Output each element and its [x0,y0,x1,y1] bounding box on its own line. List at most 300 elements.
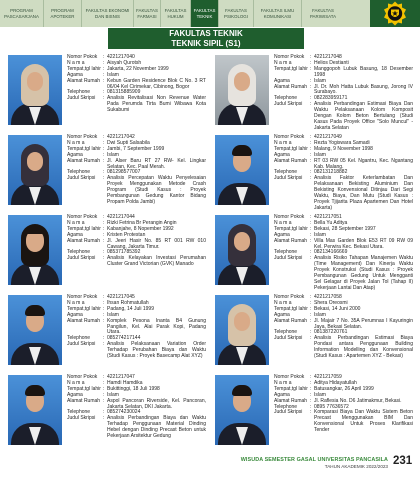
field-value-npm: 4221217048 [314,54,342,60]
field-label-npm: Nomor Pokok [274,294,305,300]
field-value-name: Bella Yu Aditya [314,219,348,226]
field-label-name: N a m a [67,139,85,146]
student-info [274,215,413,292]
field-separator: : [103,89,105,96]
field-value-address: Komplek Pesona Inanta B4 Gunung Pangilun, Kel. Alai Parak Kopi, Padang Utara. [107,317,206,336]
field-label-birth: Tempat,tgl lahir [67,305,101,312]
field-label-address: Alamat Rumah [67,317,101,324]
field-label-address: Alamat Rumah [274,237,308,244]
tab-label: FAKULTAS [164,8,187,14]
tab-fakultas-farmasi[interactable] [134,0,161,27]
field-value-phone: 082131218882 [314,169,348,176]
student-card [0,53,210,133]
faculty-title: FAKULTAS TEKNIK [169,29,243,38]
field-separator: : [103,409,105,416]
field-label-birth: Tempat,tgl lahir [67,65,101,72]
field-separator: : [310,95,312,102]
field-value-thesis: Analisis Faktor Keterlambatan Dan Pelaksanaan Bekisting Aluminium Dan Bekisting Konvensional Ditinjau Dari Segi Waktu, Biaya, Dan Mutu (Studi Kasus : Proyek Tjijarita Plaza Apartemen Dan Hotel Jakarta) [314,175,413,211]
field-birth [274,67,413,79]
field-value-name: Aisyah Qurotsh [107,59,142,66]
field-label-name: N a m a [67,299,85,306]
field-value-thesis: Analisis Risiko Tahapan Manajemen Waktu (Time Management) Dan Kinerja Waktu Proyek Konstruksi (Studi Kasus : Proyek Pembangunan Gedung Untuk Mengganti Sel Gelagar di Proyek Jalan Tol (Tahap II) Pekerjaan Lantai Dan Atap) [314,255,413,291]
student-photo [215,135,269,205]
student-photo [215,295,269,365]
student-info [274,135,413,212]
tab-label: PROGRAM [51,8,74,14]
field-separator: : [103,71,105,78]
field-label-name: N a m a [67,59,85,66]
field-value-phone: 0895 77636572 [314,403,349,410]
field-value-religion: Islam [107,311,119,318]
field-thesis [67,342,206,360]
field-separator: : [103,54,105,60]
field-separator: : [103,134,105,140]
tab-fakultas-hukum[interactable] [161,0,191,27]
tab-label: APOTEKER [50,13,75,19]
field-separator: : [310,169,312,176]
field-label-address: Alamat Rumah [274,397,308,404]
field-thesis [274,102,413,132]
field-value-religion: Islam [314,151,326,158]
field-label-birth: Tempat,tgl lahir [274,305,308,312]
field-separator: : [103,305,105,312]
field-label-birth: Tempat,tgl lahir [67,225,101,232]
tab-fakultas-psikologi[interactable] [219,0,254,27]
photo-silhouette-part [25,305,45,316]
field-label-thesis: Judul Skripsi [67,175,96,182]
field-label-name: N a m a [67,219,85,226]
student-card [0,293,210,373]
field-label-address: Alamat Rumah [274,157,308,164]
field-label-npm: Nomor Pokok [67,134,98,140]
field-separator: : [103,157,105,164]
field-label-name: N a m a [274,379,292,386]
field-separator: : [103,231,105,238]
tab-label: FARMASI [137,13,157,19]
field-label-birth: Tempat,tgl lahir [274,225,308,232]
tab-fakultas-pariwisata[interactable] [302,0,344,27]
field-label-phone: Telephone [67,89,91,96]
field-value-birth: Bekasi, 28 September 1997 [314,225,376,232]
field-label-address: Alamat Rumah [67,397,101,404]
field-value-religion: Kristen Protestan [107,231,146,238]
field-label-address: Alamat Rumah [274,83,308,90]
student-photo [8,295,62,365]
field-separator: : [103,219,105,226]
student-card [0,213,210,293]
field-value-phone: 082283959171 [314,95,348,102]
field-separator: : [310,214,312,220]
field-label-thesis: Judul Skripsi [274,335,303,342]
field-separator: : [103,299,105,306]
field-value-birth: Malang, 9 November 1998 [314,145,373,152]
field-label-name: N a m a [274,139,292,146]
field-label-birth: Tempat,tgl lahir [274,145,308,152]
field-thesis [67,176,206,206]
field-label-birth: Tempat,tgl lahir [67,385,101,392]
field-label-phone: Telephone [274,169,298,176]
footer-event-title: WISUDA SEMESTER GASAL UNIVERSITAS PANCASILA [240,457,388,463]
field-separator: : [103,139,105,146]
field-value-thesis: Analisis Perbandingan Biaya dan Waktu Terhadap Penggunaan Material Dinding Hebel dengan Dinding Precast Beton untuk Pekerjaan Arsitektur Gedung [107,415,206,440]
student-card [0,133,210,213]
field-value-thesis: Komparasi Biaya Dan Waktu Sistem Beton Precast Menggunakan BIM Dan Konvensional Untuk Proses Klarifikasi Tender [314,409,413,434]
field-label-address: Alamat Rumah [67,157,101,164]
field-value-religion: Islam [314,311,326,318]
university-logo [370,0,420,27]
field-label-religion: Agama [67,151,83,158]
field-label-name: N a m a [274,59,292,66]
student-photo [215,55,269,125]
field-value-address: Jl. Alser Baru RT 27 RW- Kel. Lingkar Selatan, Kec. Paal Merah. [107,157,206,170]
field-value-phone: 081315885909 [107,89,141,96]
field-value-thesis: Analisis Percepatan Waktu Penyelesaian Proyek Menggunakan Metode Crash Program (Studi Kasus : Proyek Pembangunan Gedung Kantor Bidang Propam Polda Jambi) [107,175,206,205]
field-label-religion: Agama [67,71,83,78]
field-value-birth: Manggopoh Lubuk Basung, 18 Desember 1998 [314,65,413,78]
field-thesis [274,336,413,360]
tab-label: FAKULTAS [312,8,334,14]
student-photo [8,135,62,205]
field-separator: : [310,374,312,380]
photo-silhouette-part [232,145,252,156]
student-grid [0,53,420,453]
field-value-address: Jl. Majair 7 No. 35A Perumnas I Kayuringin Jaya, Bekasi Selatan. [314,317,413,330]
field-separator: : [103,335,105,342]
field-separator: : [310,329,312,336]
field-value-npm: 4221217059 [314,374,342,380]
photo-silhouette-part [25,385,45,396]
field-label-religion: Agama [274,391,290,398]
field-separator: : [103,255,105,262]
field-separator: : [310,379,312,386]
field-thesis [274,256,413,291]
field-separator: : [103,77,105,84]
field-label-address: Alamat Rumah [67,77,101,84]
field-value-name: Shera Oreosmi [314,299,348,306]
field-value-npm: 4221217044 [107,214,135,220]
field-value-npm: 4221217047 [107,374,135,380]
field-label-thesis: Judul Skripsi [274,409,303,416]
field-separator: : [310,134,312,140]
field-separator: : [310,157,312,164]
field-thesis [274,176,413,211]
field-value-birth: Jakarta, 22 November 1999 [107,65,169,72]
student-card [207,213,417,293]
field-separator: : [310,299,312,306]
field-separator: : [103,341,105,348]
field-separator: : [310,311,312,318]
tab-label: FAKULTAS [136,8,158,14]
field-separator: : [103,237,105,244]
photo-silhouette-part [26,226,44,234]
student-photo [8,55,62,125]
field-label-npm: Nomor Pokok [67,54,98,60]
field-label-religion: Agama [274,77,290,84]
photo-silhouette-part [234,232,250,251]
student-photo [215,215,269,285]
field-value-npm: 4221217040 [107,54,135,60]
field-label-name: N a m a [274,299,292,306]
tab-program-apoteker[interactable] [44,0,82,27]
footer-academic-year: TAHUN AKADEMIK 2022/2023 [324,464,388,469]
field-label-birth: Tempat,tgl lahir [274,385,308,392]
field-separator: : [310,83,312,90]
field-separator: : [310,305,312,312]
field-value-phone: 085371785392 [107,249,141,256]
field-value-birth: Bukittinggi, 18 Juli 1998 [107,385,160,392]
field-value-npm: 4221217049 [314,134,342,140]
field-separator: : [103,65,105,72]
photo-silhouette-part [232,385,252,396]
field-label-address: Alamat Rumah [274,317,308,324]
field-label-npm: Nomor Pokok [274,54,305,60]
field-separator: : [310,255,312,262]
university-emblem-icon [370,0,420,27]
field-label-religion: Agama [67,231,83,238]
field-label-phone: Telephone [67,409,91,416]
field-label-npm: Nomor Pokok [67,214,98,220]
field-label-phone: Telephone [67,335,91,342]
field-separator: : [103,397,105,404]
field-label-npm: Nomor Pokok [274,214,305,220]
field-label-phone: Telephone [274,95,298,102]
field-value-name: Aditya Hidayatullah [314,379,357,386]
field-label-religion: Agama [274,231,290,238]
field-value-npm: 4221217042 [107,134,135,140]
field-label-npm: Nomor Pokok [274,134,305,140]
field-separator: : [310,151,312,158]
field-separator: : [103,385,105,392]
field-label-npm: Nomor Pokok [67,374,98,380]
field-value-address: Villa Mas Garden Blok E53 RT 09 RW 09 Kel. Perwira Kec. Bekasi Utara. [314,237,413,250]
field-separator: : [310,101,312,108]
field-separator: : [310,237,312,244]
tab-label: PROGRAM [10,8,33,14]
student-info [274,295,413,360]
field-label-address: Alamat Rumah [67,237,101,244]
field-separator: : [103,317,105,324]
field-value-name: Ihsan Rohmatullah [107,299,149,306]
faculty-tabs [0,0,344,27]
field-value-npm: 4221217051 [314,214,342,220]
field-value-thesis: Analisis Pelaksanaan Variation Order Terhadap Perubahan Biaya dan Waktu (Studi Kasus : Proyek Basecamp Alat XYZ) [107,341,206,360]
field-label-thesis: Judul Skripsi [67,95,96,102]
field-separator: : [310,175,312,182]
field-label-phone: Telephone [274,249,298,256]
field-value-address: Jl. Jeeri Hasir No. 85 RT 001 RW 010 Cawang, Jakarta Timur. [107,237,206,250]
field-thesis [274,410,413,434]
program-title: TEKNIK SIPIL (S1) [171,38,241,48]
student-info [67,135,206,206]
field-thesis [67,416,206,440]
field-separator: : [310,409,312,416]
field-label-birth: Tempat,tgl lahir [67,145,101,152]
tab-fakultas-teknik[interactable] [191,0,219,27]
field-value-npm: 4221217045 [107,294,135,300]
field-separator: : [310,294,312,300]
tab-label: TEKNIK [196,13,213,19]
field-separator: : [103,151,105,158]
tab-label: FAKULTAS EKONOMI [85,8,130,14]
field-value-birth: Padang, 14 Juli 1999 [107,305,154,312]
field-label-thesis: Judul Skripsi [67,255,96,262]
tab-fakultas-ilmu-komunikasi[interactable] [254,0,302,27]
field-value-thesis: Analisis Perbandingan Estimasi Biaya Pondasi antara Penggunaan Building Information Modelling dan Konvensional (Studi Kasus : Apartemen XYZ - Bekasi) [314,335,413,360]
field-value-phone: 085274230024 [107,409,141,416]
field-separator: : [103,169,105,176]
field-value-birth: Kabanjahe, 8 Nopember 1992 [107,225,174,232]
student-card [0,373,210,453]
field-label-name: N a m a [274,219,292,226]
tab-label: KOMUNIKASI [263,13,292,19]
photo-silhouette-part [27,152,43,171]
field-label-birth: Tempat,tgl lahir [274,65,308,72]
field-value-name: Rezta Yogiswara Samadi [314,139,370,146]
field-label-religion: Agama [67,391,83,398]
field-label-phone: Telephone [67,169,91,176]
field-separator: : [310,219,312,226]
field-thesis [67,96,206,114]
field-separator: : [310,54,312,60]
field-separator: : [103,374,105,380]
tab-program-pascasarjana[interactable] [0,0,44,27]
field-label-religion: Agama [67,311,83,318]
student-info [67,295,206,360]
photo-silhouette-part [27,72,43,91]
field-label-phone: Telephone [274,329,298,336]
field-separator: : [103,59,105,66]
field-separator: : [103,249,105,256]
tab-label: PASCASARJANA [4,13,39,19]
field-separator: : [103,95,105,102]
field-separator: : [310,391,312,398]
field-separator: : [310,335,312,342]
field-label-thesis: Judul Skripsi [274,175,303,182]
field-value-religion: Islam [314,77,326,84]
field-value-religion: Islam [314,231,326,238]
tab-label: PSIKOLOGI [224,13,248,19]
field-separator: : [103,379,105,386]
page-number: 231 [393,455,413,467]
tab-label: FAKULTAS [225,8,247,14]
tab-label: HUKUM [167,13,184,19]
tab-label: FAKULTAS [193,8,216,14]
photo-silhouette-part [234,312,250,331]
field-separator: : [310,249,312,256]
field-separator: : [103,415,105,422]
field-separator: : [310,231,312,238]
field-label-thesis: Judul Skripsi [67,415,96,422]
field-value-phone: 085274217144 [107,335,141,342]
field-value-address: RT 03 RW 05 Kel. Ngantru, Kec. Ngantang Kab. Malang. [314,157,413,170]
field-label-religion: Agama [274,151,290,158]
field-separator: : [103,294,105,300]
field-value-birth: Bekasi, 14 Juni 2000 [314,305,361,312]
field-value-birth: Jambi, 7 September 1999 [107,145,165,152]
field-label-religion: Agama [274,311,290,318]
field-value-religion: Islam [107,71,119,78]
field-value-name: Hamdi Hamdika [107,379,143,386]
field-label-thesis: Judul Skripsi [274,255,303,262]
field-label-npm: Nomor Pokok [67,294,98,300]
student-photo [8,375,62,445]
field-separator: : [103,311,105,318]
tab-label: PARIWISATA [309,13,337,19]
field-value-phone: 081298577007 [107,169,141,176]
student-info [67,55,206,114]
student-info [274,375,413,434]
field-separator: : [310,145,312,152]
student-card [207,373,417,453]
field-label-phone: Telephone [274,403,298,410]
student-card [207,53,417,133]
section-title [108,28,304,49]
field-separator: : [103,225,105,232]
tab-fakultas-ekonomi-dan-bisnis[interactable] [82,0,134,27]
student-photo [8,215,62,285]
field-label-thesis: Judul Skripsi [67,341,96,348]
field-label-npm: Nomor Pokok [274,374,305,380]
field-value-thesis: Analisis Perbandingan Estimasi Biaya Dan Waktu Pelaksanaan Kolom Komposit Dengan Kolom Beton Bertulang (Studi Kasus Pada Proyek Office "Solo Muncul" - Jakarta Selatan [314,101,413,131]
field-value-phone: 082134166669 [314,249,348,256]
field-separator: : [310,77,312,84]
field-value-thesis: Analisis Revitalisasi Non Revenue Water Pada Perumda Tirta Bumi Wibawa Kota Sukabumi [107,95,206,114]
field-value-birth: Batusangkar, 26 April 1999 [314,385,374,392]
student-card [207,133,417,213]
student-info [67,215,206,268]
field-value-address: Jl. Raflesia No. D6 Jatimakmur, Bekasi. [314,397,402,404]
field-value-religion: Islam [107,151,119,158]
photo-silhouette-part [234,72,250,91]
student-photo [215,375,269,445]
field-value-religion: Islam [107,391,119,398]
field-value-thesis: Analisis Kelayakan Investasi Perumahan Cluster Grand Victorian (GVK) Manado [107,255,206,268]
student-info [67,375,206,440]
field-separator: : [310,403,312,410]
field-label-name: N a m a [67,379,85,386]
field-label-thesis: Judul Skripsi [274,101,303,108]
field-value-name: Rizki Fetrina Br Perangin Angin [107,219,177,226]
field-value-address: Jl. Dr. Moh Hatta Lubuk Basung, Jorong IV Surabayo. [314,83,413,96]
field-value-phone: 081387220761 [314,329,348,336]
field-value-name: Dwi Supti Salsabila [107,139,150,146]
field-value-name: Helios Destianti [314,59,349,66]
field-value-address: Kebun Garden Residence Blok C No. 3 RT 06/04 Kel Cirimekar, Cibinong, Bogor [107,77,206,90]
faculty-nav-bar [0,0,420,27]
field-address [67,319,206,337]
field-value-address: Aspol Pancoran Riverside, Kel. Pancoran, Jakarta Selatan, DKI Jakarta. [107,397,206,410]
field-value-religion: Islam [314,391,326,398]
field-separator: : [103,391,105,398]
field-separator: : [310,225,312,232]
tab-label: FAKULTAS ILMU [260,8,295,14]
field-separator: : [310,397,312,404]
field-separator: : [310,59,312,66]
field-label-phone: Telephone [67,249,91,256]
field-value-npm: 4221217058 [314,294,342,300]
field-separator: : [103,145,105,152]
field-separator: : [310,385,312,392]
field-separator: : [103,214,105,220]
field-separator: : [310,139,312,146]
student-info [274,55,413,132]
student-card [207,293,417,373]
field-separator: : [310,317,312,324]
tab-label: DAN BISNIS [95,13,120,19]
field-separator: : [103,175,105,182]
field-thesis [67,256,206,268]
field-separator: : [310,65,312,72]
